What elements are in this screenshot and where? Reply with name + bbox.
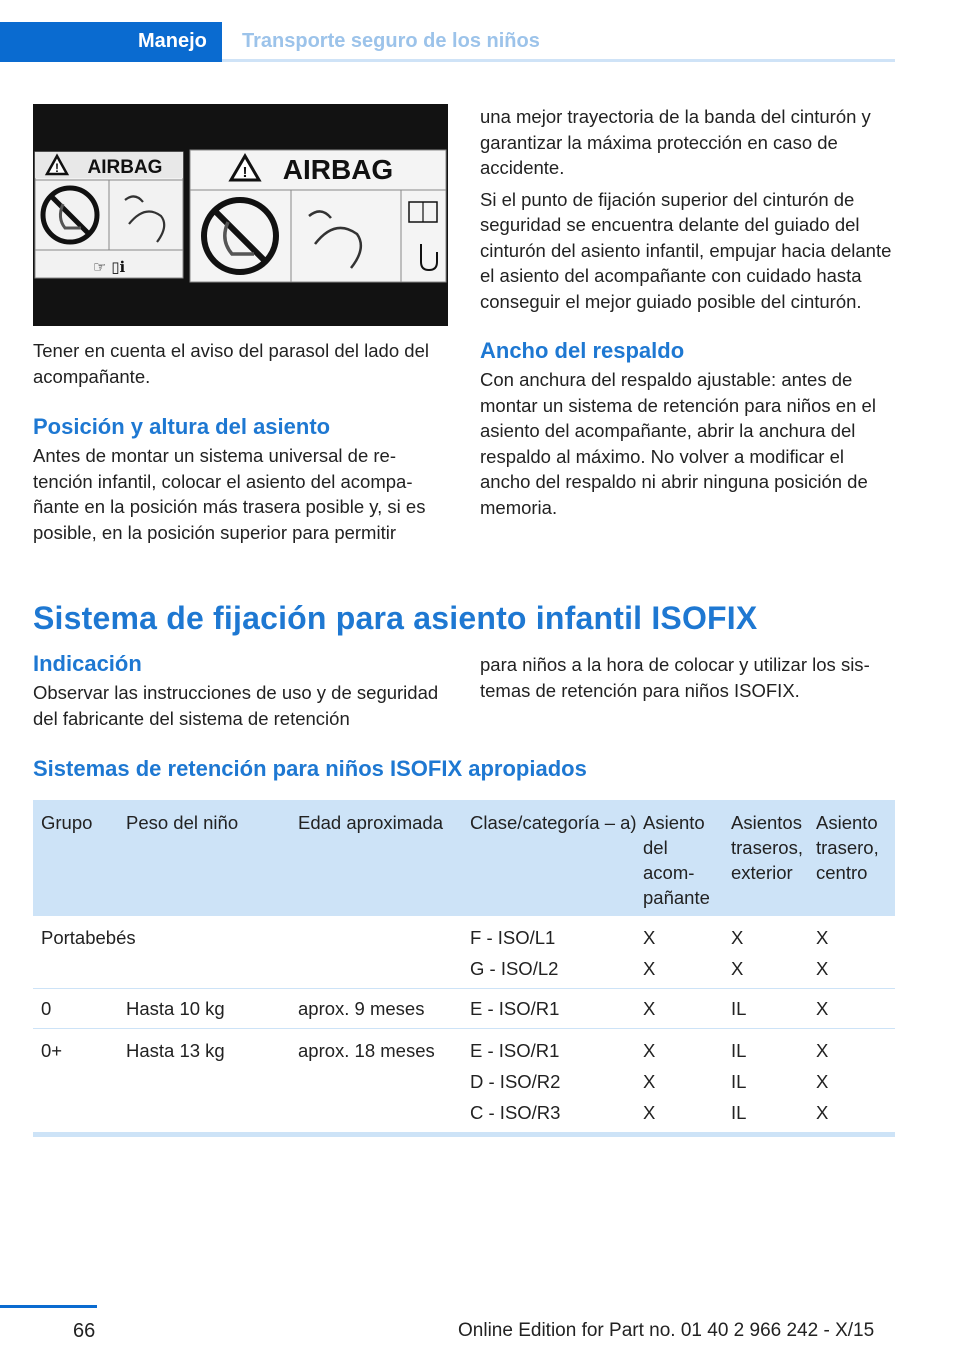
airbag-label-illustration [33,104,448,326]
isofix-table [33,800,895,1137]
airbag-warning-image [33,104,448,326]
heading-seat-position: Posición y altura del asiento [33,414,331,439]
page-number: 66 [73,1320,96,1342]
cell-clase: E - ISO/R1 [470,998,560,1019]
header-rule [222,59,895,62]
seat-position-text: Antes de montar un sistema universal de retención infantil, colocar el asiento del acompañante en la posición más trasera posible y, si es posible, en la posición superior para permitir [33,445,426,543]
belt-path-text: una mejor trayectoria de la banda del cinturón y garantizar la máxima protección en caso de accidente. [480,106,871,178]
cell-exterior: X X [731,927,744,979]
cell-peso: Hasta 13 kg [126,1040,225,1061]
isofix-note-right [480,652,896,703]
airbag-text-small: AIRBAG [87,157,163,178]
cell-edad: aprox. 9 meses [298,998,425,1019]
svg-text:!: ! [55,161,59,175]
cell-exterior: IL [731,998,747,1019]
col-header-edad: Edad aproximada [298,812,444,833]
footer-rule [0,1305,97,1308]
cell-centro: X X X [816,1040,829,1123]
table-row [33,989,895,1029]
left-column [33,338,449,545]
right-column [480,104,896,520]
cell-acompanante: X X X [643,1040,656,1123]
cell-grupo: Portabebés [41,927,136,948]
section-title[interactable]: Manejo [138,30,207,52]
subsection-title[interactable]: Transporte seguro de los niños [242,30,540,52]
note-text-left: Observar las instrucciones de uso y de seguridad del fabricante del sistema de retención [33,682,439,729]
cell-centro: X [816,998,829,1019]
anchor-point-text: Si el punto de fijación superior del cinturón de seguridad se encuentra delante del guiado del cinturón del asiento infantil, empujar hacia delante el asiento del acompañante con cuidado hasta conseguir el mejor guiado posible del cinturón. [480,188,892,312]
image-caption: Tener en cuenta el aviso del parasol del lado del acompañante. [33,340,429,387]
col-header-grupo: Grupo [41,812,93,833]
edition-note: Online Edition for Part no. 01 40 2 966 242 - X/15 [458,1320,875,1341]
col-header-peso: Peso del niño [126,812,239,833]
backrest-width-text: Con anchura del respaldo ajustable: antes de montar un sistema de retención para niños en el asiento del acompañante, abrir la anchura del respaldo al máximo. No volver a modificar el ancho del respaldo ni abrir ninguna posición de memoria. [480,369,876,518]
airbag-text-large: AIRBAG [282,154,394,185]
col-header-exterior: Asientos traseros, exterior [731,812,803,883]
heading-backrest-width: Ancho del respaldo [480,338,685,363]
svg-text:☞ ▯ℹ: ☞ ▯ℹ [93,258,126,276]
cell-centro: X X [816,927,829,979]
isofix-title: Sistema de fijación para asiento infantil ISOFIX [33,600,758,636]
table-row [33,916,895,989]
cell-acompanante: X X [643,927,656,979]
table-row [33,1029,895,1132]
cell-grupo: 0+ [41,1040,63,1061]
svg-text:!: ! [242,164,248,181]
cell-edad: aprox. 18 meses [298,1040,435,1061]
cell-grupo: 0 [41,998,52,1019]
table-bottom-rule [33,1132,895,1137]
table-header-row [33,800,895,916]
col-header-centro: Asiento trasero, centro [816,812,879,883]
col-header-clase: Clase/categoría – a) [470,812,637,833]
col-header-acompanante: Asiento del acompañante [643,812,710,908]
airbag-label-small [35,152,183,278]
cell-clase: F - ISO/L1 G - ISO/L2 [470,927,559,979]
cell-exterior: IL IL IL [731,1040,747,1123]
cell-peso: Hasta 10 kg [126,998,225,1019]
note-text-right: para niños a la hora de colocar y utilizar los sistemas de retención para niños ISOFIX. [480,654,870,701]
airbag-label-large [190,150,446,282]
isofix-note-left [33,650,449,731]
note-heading: Indicación [33,651,142,676]
cell-acompanante: X [643,998,656,1019]
table-heading: Sistemas de retención para niños ISOFIX apropiados [33,756,587,781]
cell-clase: E - ISO/R1 D - ISO/R2 C - ISO/R3 [470,1040,561,1123]
page-header [0,22,895,62]
